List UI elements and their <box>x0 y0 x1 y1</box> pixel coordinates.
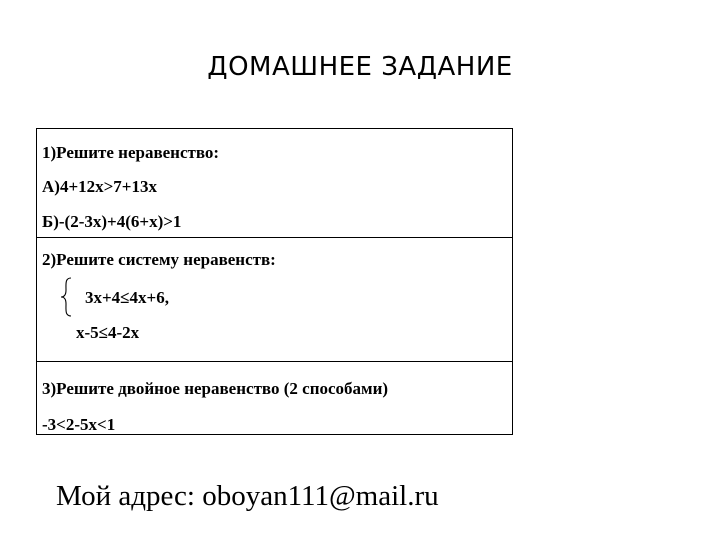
task1-inequality-b: Б)-(2-3х)+4(6+х)>1 <box>42 212 182 231</box>
task2-heading: 2)Решите систему неравенств: <box>42 250 276 269</box>
email-address: Мой адрес: oboyan111@mail.ru <box>56 480 439 512</box>
page-title: ДОМАШНЕЕ ЗАДАНИЕ <box>207 52 513 82</box>
task3-double-inequality: -3<2-5х<1 <box>42 415 116 434</box>
section-divider <box>37 237 512 238</box>
task2-inequality-2: х-5≤4-2х <box>76 323 140 342</box>
homework-tasks-box <box>36 128 513 435</box>
task3-heading: 3)Решите двойное неравенство (2 способами) <box>42 379 389 398</box>
task1-inequality-a: А)4+12х>7+13х <box>42 177 157 196</box>
section-divider <box>37 361 512 362</box>
task1-heading: 1)Решите неравенство: <box>42 143 220 162</box>
task2-inequality-1: 3х+4≤4х+6, <box>85 288 169 307</box>
left-curly-brace-icon <box>57 276 79 318</box>
